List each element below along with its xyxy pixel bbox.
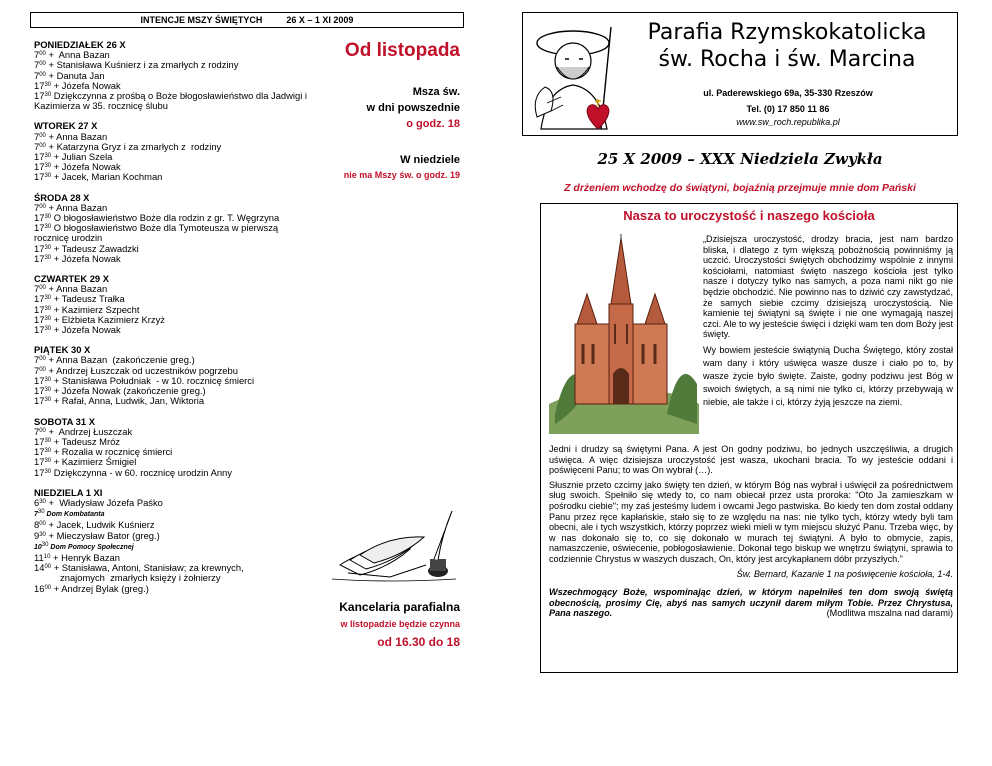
parish-title-line-2: św. Rocha i św. Marcina — [658, 47, 916, 72]
article-paragraph-3: Jedni i drudzy są świętymi Pana. A jest On godny podziwu, bo jednych uszczęśliwia, a drugich uświęca. A więc dzisiejsza uroczystość jest wasza, ukochani bracia. To wy jesteście oddani i poświęceni Panu; to was On wybrał (…). — [549, 444, 953, 476]
mass-hour: 17 — [34, 222, 45, 234]
intention-text: + Stanisława, Antoni, Stanisław; za krewnych, znajomych zmarłych księży i żołnierzy — [53, 562, 244, 584]
mass-minutes: 30 — [44, 437, 52, 444]
mass-minutes: 30 — [44, 153, 52, 160]
intention-text: + Anna Bazan — [45, 283, 108, 295]
announce-sunday-2: nie ma Mszy św. o godz. 19 — [343, 170, 460, 180]
prayer-text: Wszechmogący Boże, wspominając dzień, w którym napełniłeś ten dom swoją świętą obecnością, prosimy Cię, abyś nas samych uczynił darem miłym Tobie. Przez Chrystusa, Pana naszego. — [549, 587, 953, 619]
article-text-top — [703, 234, 953, 413]
mass-hour: 17 — [34, 90, 45, 102]
mass-minutes: 30 — [44, 173, 52, 180]
intention-entry — [34, 396, 309, 406]
intention-text: + Andrzej Łuszczak od uczestników pogrzebu — [45, 364, 238, 376]
issue-title: 25 X 2009 – XXX Niedziela Zwykła — [597, 150, 883, 168]
mass-hour: 17 — [34, 293, 45, 305]
mass-minutes: 30 — [44, 295, 52, 302]
intention-text: + Elżbieta Kazimierz Krzyż — [51, 313, 165, 325]
day-title: CZWARTEK 29 X — [34, 273, 110, 285]
mass-hour: 7 — [34, 69, 40, 81]
intention-day — [34, 121, 309, 182]
announce-headline: Od listopada — [344, 40, 460, 61]
parish-url: www.sw_roch.republika.pl — [736, 117, 840, 127]
announce-sunday-1: W niedziele — [400, 154, 460, 166]
mass-minutes: 30 — [44, 224, 52, 231]
intention-text: + Stanisława Południak - w 10. rocznicę śmierci — [51, 374, 255, 386]
mass-hour: 7 — [34, 49, 40, 61]
mass-minutes: 30 — [39, 498, 46, 505]
mass-hour: 7 — [34, 201, 40, 213]
mass-minutes: 00 — [39, 51, 46, 58]
article-box — [540, 203, 958, 673]
intentions-title: INTENCJE MSZY ŚWIĘTYCH — [140, 15, 263, 25]
day-title: SOBOTA 31 X — [34, 415, 95, 427]
intention-text: + Anna Bazan (zakończenie greg.) — [45, 354, 195, 366]
intention-text: O błogosławieństwo Boże dla Tymoteusza w pierwszą rocznicę urodzin — [34, 222, 281, 244]
intention-text: + Andrzej Łuszczak — [45, 425, 133, 437]
intention-day — [34, 193, 309, 264]
intention-entry — [34, 584, 309, 594]
intention-text: + Józefa Nowak — [51, 161, 121, 173]
church-illustration — [549, 234, 699, 434]
mass-minutes: 00 — [39, 285, 46, 292]
mass-minutes: 10 — [43, 553, 51, 560]
mass-hour: 17 — [34, 466, 45, 478]
office-title: Kancelaria parafialna — [339, 600, 460, 614]
mass-hour: 17 — [34, 435, 45, 447]
parish-phone: Tel. (0) 17 850 11 86 — [746, 104, 830, 114]
mass-hour: 17 — [34, 313, 45, 325]
mass-hour: 17 — [34, 395, 45, 407]
mass-minutes: 00 — [44, 564, 52, 571]
mass-minutes: 30 — [44, 468, 52, 475]
intention-entry — [34, 325, 309, 335]
intention-entry — [34, 91, 309, 111]
intention-entry — [34, 468, 309, 478]
mass-minutes: 30 — [44, 387, 52, 394]
article-paragraph-1: „Dzisiejsza uroczystość, drodzy bracia, jest nam bardzo bliska, i dlatego z tym większą pobożnością powinniśmy ją uczcić. Uroczystości świętych obchodzimy wspólnie z innymi kościołami, natomiast święto naszego kościoła jest tylko nasze i dotyczy tylko nas samych, a poza nami nikt go nie będzie obchodzić. Nie powinno nas to dziwić czy zawstydzać, że samych siebie czcimy dzisiejszą uroczystością. Nie kamienie tej świątyni są święte i nie one wymagają naszej czci. Ale to wy jesteście święci i dzięki wam ten dom Boży jest święty. — [703, 234, 953, 340]
intention-text: + Józefa Nowak — [51, 324, 121, 336]
mass-minutes: 00 — [39, 427, 46, 434]
issue-motto: Z drżeniem wchodzę do świątyni, bojaźnią przejmuje mnie dom Pański — [564, 182, 916, 194]
mass-minutes: 30 — [44, 315, 52, 322]
intention-entry — [34, 498, 309, 508]
intention-text: + Tadeusz Zawadzki — [51, 242, 139, 254]
mass-hour: 17 — [34, 324, 45, 336]
parish-contact — [623, 85, 953, 117]
intention-text: + Stanisława Kuśnierz i za zmarłych z rodziny — [45, 59, 239, 71]
intention-text: + Andrzej Bylak (greg.) — [51, 582, 149, 594]
mass-hour: 17 — [34, 79, 45, 91]
mass-hour: 7 — [34, 59, 40, 71]
mass-minutes: 30 — [44, 163, 52, 170]
mass-hour: 7 — [34, 364, 40, 376]
intention-text: + Józefa Nowak (zakończenie greg.) — [51, 385, 206, 397]
intention-text: + Tadeusz Trałka — [51, 293, 125, 305]
intention-text: Dziękczynna z prośbą o Boże błogosławieństwo dla Jadwigi i Kazimierza w 35. rocznicę ślubu — [34, 90, 310, 112]
schedule-announcement — [310, 40, 460, 182]
intention-entry — [34, 223, 309, 243]
mass-minutes: 00 — [39, 71, 46, 78]
mass-minutes: 30 — [41, 541, 49, 548]
day-title: NIEDZIELA 1 XI — [34, 486, 103, 498]
quill-inkwell-illustration — [330, 505, 460, 585]
mass-minutes: 00 — [44, 584, 52, 591]
mass-hour: 17 — [34, 456, 45, 468]
intention-text: + Katarzyna Gryz i za zmarłych z rodziny — [45, 140, 222, 152]
intention-day — [34, 345, 309, 406]
mass-minutes: 00 — [39, 356, 46, 363]
mass-minutes: 30 — [44, 326, 52, 333]
mass-hour: 7 — [34, 140, 40, 152]
article-text-bottom — [549, 444, 953, 619]
intention-text: + Anna Bazan — [45, 201, 108, 213]
mass-hour: 17 — [34, 303, 45, 315]
mass-minutes: 00 — [39, 366, 46, 373]
day-title: ŚRODA 28 X — [34, 191, 90, 203]
mass-minutes: 00 — [39, 203, 46, 210]
mass-minutes: 00 — [39, 132, 46, 139]
mass-hour: 17 — [34, 385, 45, 397]
mass-minutes: 30 — [44, 214, 52, 221]
mass-minutes: 30 — [44, 305, 52, 312]
mass-minutes: 30 — [44, 397, 52, 404]
intention-text: Dziękczynna - w 60. rocznicę urodzin Anny — [51, 466, 232, 478]
intentions-list — [34, 40, 309, 604]
mass-hour: 17 — [34, 446, 45, 458]
prayer — [549, 587, 953, 619]
mass-hour: 7 — [34, 130, 40, 142]
office-hours: od 16.30 do 18 — [377, 635, 460, 649]
intention-text: + Julian Szela — [51, 151, 113, 163]
mass-minutes: 30 — [44, 254, 52, 261]
intention-text: + Mieczysław Bator (greg.) — [45, 529, 160, 541]
intention-text: + Rafał, Anna, Ludwik, Jan, Wiktoria — [51, 395, 205, 407]
intention-text: Dom Kombatanta — [44, 511, 105, 519]
mass-minutes: 30 — [39, 531, 46, 538]
article-source: Św. Bernard, Kazanie 1 na poświęcenie kościoła, 1-4. — [736, 568, 953, 579]
intentions-dates: 26 X – 1 XI 2009 — [286, 15, 354, 25]
intention-entry — [34, 254, 309, 264]
intention-text: + Henryk Bazan — [50, 551, 120, 563]
mass-hour: 8 — [34, 519, 40, 531]
parish-title — [619, 19, 955, 73]
announce-weekday-3: o godz. 18 — [406, 118, 460, 130]
day-title: PONIEDZIAŁEK 26 X — [34, 39, 126, 50]
mass-hour: 7 — [34, 283, 40, 295]
intention-text: + Józefa Nowak — [51, 252, 121, 264]
sacred-heart-icon — [583, 97, 613, 131]
mass-hour: 17 — [34, 212, 45, 224]
parish-title-line-1: Parafia Rzymskokatolicka — [647, 20, 927, 45]
article-paragraph-2: Wy bowiem jesteście świątynią Ducha Świętego, który został wam dany i który uświęca wasze dusze i ciało po to, by wasze życie było święte. Zaiste, godny podziwu jest Bóg w swoich świętych, a są nimi nie tylko ci, którzy przebywają w niebie, ale także i ci, którzy żyją jeszcze na ziemi. — [703, 344, 953, 407]
article-title: Nasza to uroczystość i naszego kościoła — [623, 208, 875, 223]
announce-weekday-1: Msza św. — [412, 86, 460, 98]
intention-text: + Rozalia w rocznicę śmierci — [51, 446, 173, 458]
intention-day — [34, 274, 309, 335]
mass-minutes: 30 — [44, 448, 52, 455]
mass-minutes: 30 — [44, 81, 52, 88]
intention-text: + Jacek, Ludwik Kuśnierz — [45, 519, 155, 531]
intention-entry — [34, 531, 309, 541]
mass-hour: 17 — [34, 252, 45, 264]
intention-text: + Anna Bazan — [45, 49, 110, 61]
mass-hour: 17 — [34, 151, 45, 163]
intention-day — [34, 40, 309, 111]
intention-text: + Jacek, Marian Kochman — [51, 171, 163, 183]
parish-masthead — [522, 12, 958, 136]
prayer-source: (Modlitwa mszalna nad darami) — [826, 608, 953, 619]
mass-hour: 14 — [34, 562, 45, 574]
mass-hour: 6 — [34, 496, 40, 508]
intention-text: + Tadeusz Mróz — [51, 435, 120, 447]
mass-hour: 17 — [34, 171, 45, 183]
intention-text: Dom Pomocy Społecznej — [48, 543, 134, 551]
mass-minutes: 00 — [39, 142, 46, 149]
mass-hour: 9 — [34, 529, 40, 541]
mass-minutes: 30 — [44, 376, 52, 383]
parish-office-notice — [312, 598, 460, 652]
mass-hour: 11 — [34, 551, 44, 563]
intention-text: + Kazimierz Szpecht — [51, 303, 140, 315]
intention-text: + Władysław Józefa Paśko — [45, 496, 163, 508]
intentions-header — [30, 12, 464, 28]
mass-hour: 7 — [34, 511, 38, 519]
parish-address: ul. Paderewskiego 69a, 35-330 Rzeszów — [703, 88, 873, 98]
intention-day — [34, 417, 309, 478]
mass-minutes: 30 — [44, 92, 52, 99]
mass-hour: 17 — [34, 161, 45, 173]
article-paragraph-4: Słusznie przeto czcimy jako święty ten dzień, w którym Bóg nas wybrał i uświęcił za pośrednictwem sług swoich. Spełniło się wtedy to, co nam obiecał przez usta proroka: "Oto Ja zamieszkam w pośrodku ciebie"; my zaś jesteśmy ludem i owcami Jego pastwiska. Bo kiedy ten dom został oddany Panu przez ręce kapłańskie, stało się to ze względu na nas: nie tylko tych, którzy wtedy byli tam obecni, ale i tych wszystkich, którzy poprzez wieki mieli w tym miejscu służyć Panu. Trzeba więc, by w nas dokonało się to, co się dokonało w murach tej świątyni. A było to obmycie, zapis, namaszczenie, oświecenie, pobłogosławienie. Dokonał tego biskup we wnętrzu świątyni, sprawia to codziennie Chrystus w waszych duszach, On, który jest arcykapłanem dóbr przyszłych.” — [549, 479, 953, 564]
intention-day — [34, 488, 309, 594]
mass-hour: 16 — [34, 582, 45, 594]
mass-minutes: 30 — [44, 458, 52, 465]
mass-hour: 17 — [34, 374, 45, 386]
day-title: PIĄTEK 30 X — [34, 344, 91, 356]
intention-text: O błogosławieństwo Boże dla rodzin z gr. T. Węgrzyna — [51, 212, 280, 224]
announce-weekday-2: w dni powszednie — [366, 102, 460, 114]
mass-minutes: 00 — [39, 521, 46, 528]
office-line: w listopadzie będzie czynna — [340, 619, 460, 629]
intention-text: + Józefa Nowak — [51, 79, 121, 91]
intention-text: + Anna Bazan — [45, 130, 108, 142]
intention-text: + Danuta Jan — [45, 69, 105, 81]
mass-hour: 10 — [34, 543, 42, 551]
mass-minutes: 00 — [39, 61, 46, 68]
intention-entry — [34, 563, 309, 583]
mass-hour: 7 — [34, 354, 40, 366]
mass-hour: 17 — [34, 242, 45, 254]
mass-minutes: 30 — [44, 244, 52, 251]
mass-minutes: 30 — [37, 509, 45, 516]
day-title: WTOREK 27 X — [34, 120, 98, 132]
intention-text: + Kazimierz Śmigiel — [51, 456, 137, 468]
mass-hour: 7 — [34, 425, 40, 437]
intention-entry — [34, 172, 309, 182]
